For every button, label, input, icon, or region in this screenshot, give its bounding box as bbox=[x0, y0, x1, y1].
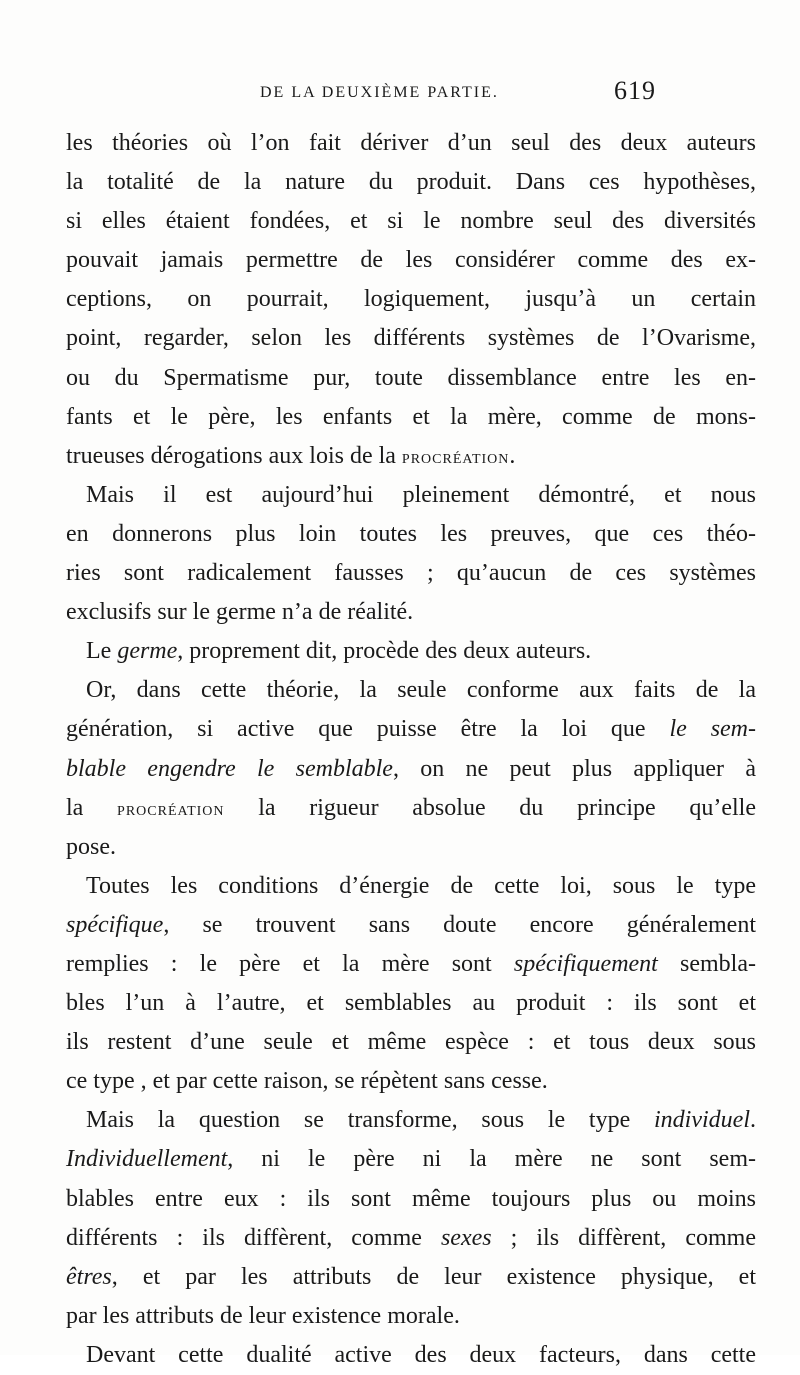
italic-term: Individuellement bbox=[66, 1146, 228, 1173]
text-line: pose. bbox=[66, 833, 116, 860]
page-number: 619 bbox=[614, 76, 656, 105]
text-line: fants et le père, les enfants et la mère, comme de mons- bbox=[66, 403, 756, 430]
text-line: ou du Spermatisme pur, toute dissemblance entre les en- bbox=[66, 364, 756, 391]
text-line: Or, dans cette théorie, la seule conforme aux faits de la bbox=[86, 677, 756, 704]
italic-term: individuel bbox=[654, 1107, 750, 1134]
text-line: trueuses dérogations aux lois de la procréation. bbox=[66, 442, 516, 469]
italic-term: spécifiquement bbox=[513, 950, 658, 977]
text-line: par les attributs de leur existence morale. bbox=[66, 1302, 460, 1329]
text-line: les théories où l’on fait dériver d’un seul des deux auteurs bbox=[66, 130, 756, 156]
text-line: point, regarder, selon les différents systèmes de l’Ovarisme, bbox=[66, 325, 756, 352]
italic-term: germe bbox=[117, 638, 178, 665]
text-line: Mais la question se transforme, sous le type individuel. bbox=[86, 1107, 756, 1134]
body-text bbox=[66, 124, 756, 1375]
text-line: bles l’un à l’autre, et semblables au produit : ils sont et bbox=[66, 990, 756, 1017]
text-line: Toutes les conditions d’énergie de cette loi, sous le type bbox=[86, 872, 756, 899]
text-line: remplies : le père et la mère sont spécifiquement sembla- bbox=[66, 950, 756, 977]
small-caps-term: procréation bbox=[117, 797, 225, 820]
italic-term: sexes bbox=[440, 1224, 492, 1251]
text-line: la procréation la rigueur absolue du principe qu’elle bbox=[66, 794, 757, 821]
text-line: Individuellement, ni le père ni la mère ne sont sem- bbox=[66, 1146, 756, 1173]
text-line: ceptions, on pourrait, logiquement, jusqu’à un certain bbox=[66, 286, 756, 313]
page-header bbox=[0, 76, 800, 114]
text-line: Le germe, proprement dit, procède des deux auteurs. bbox=[86, 638, 592, 665]
text-line: ries sont radicalement fausses ; qu’aucun de ces systèmes bbox=[66, 560, 756, 587]
italic-term: êtres bbox=[66, 1263, 112, 1290]
text-line: blables entre eux : ils sont même toujours plus ou moins bbox=[66, 1185, 756, 1212]
text-line: génération, si active que puisse être la loi que le sem- bbox=[66, 716, 757, 743]
italic-term: spécifique bbox=[66, 911, 164, 938]
text-line: blable engendre le semblable, on ne peut plus appliquer à bbox=[66, 755, 757, 782]
small-caps-term: procréation bbox=[401, 445, 510, 468]
text-line: ils restent d’une seule et même espèce : et tous deux sous bbox=[66, 1029, 756, 1056]
italic-term: le sem- bbox=[669, 716, 757, 743]
italic-term: blable engendre le semblable bbox=[66, 755, 393, 782]
text-line: Mais il est aujourd’hui pleinement démontré, et nous bbox=[86, 481, 756, 508]
text-line: différents : ils diffèrent, comme sexes ; ils diffèrent, comme bbox=[66, 1224, 756, 1251]
text-line: exclusifs sur le germe n’a de réalité. bbox=[66, 599, 414, 626]
text-line: la totalité de la nature du produit. Dans ces hypothèses, bbox=[66, 169, 756, 196]
text-line: pouvait jamais permettre de les considérer comme des ex- bbox=[66, 247, 756, 274]
text-line: en donnerons plus loin toutes les preuves, que ces théo- bbox=[66, 520, 756, 547]
text-line: êtres, et par les attributs de leur existence physique, et bbox=[66, 1263, 756, 1290]
text-line: Devant cette dualité active des deux facteurs, dans cette bbox=[86, 1341, 756, 1368]
running-head: DE LA DEUXIÈME PARTIE. bbox=[260, 84, 499, 101]
text-line: ce type , et par cette raison, se répètent sans cesse. bbox=[66, 1068, 548, 1095]
text-line: spécifique, se trouvent sans doute encore généralement bbox=[66, 911, 756, 938]
text-line: si elles étaient fondées, et si le nombre seul des diversités bbox=[66, 208, 756, 235]
